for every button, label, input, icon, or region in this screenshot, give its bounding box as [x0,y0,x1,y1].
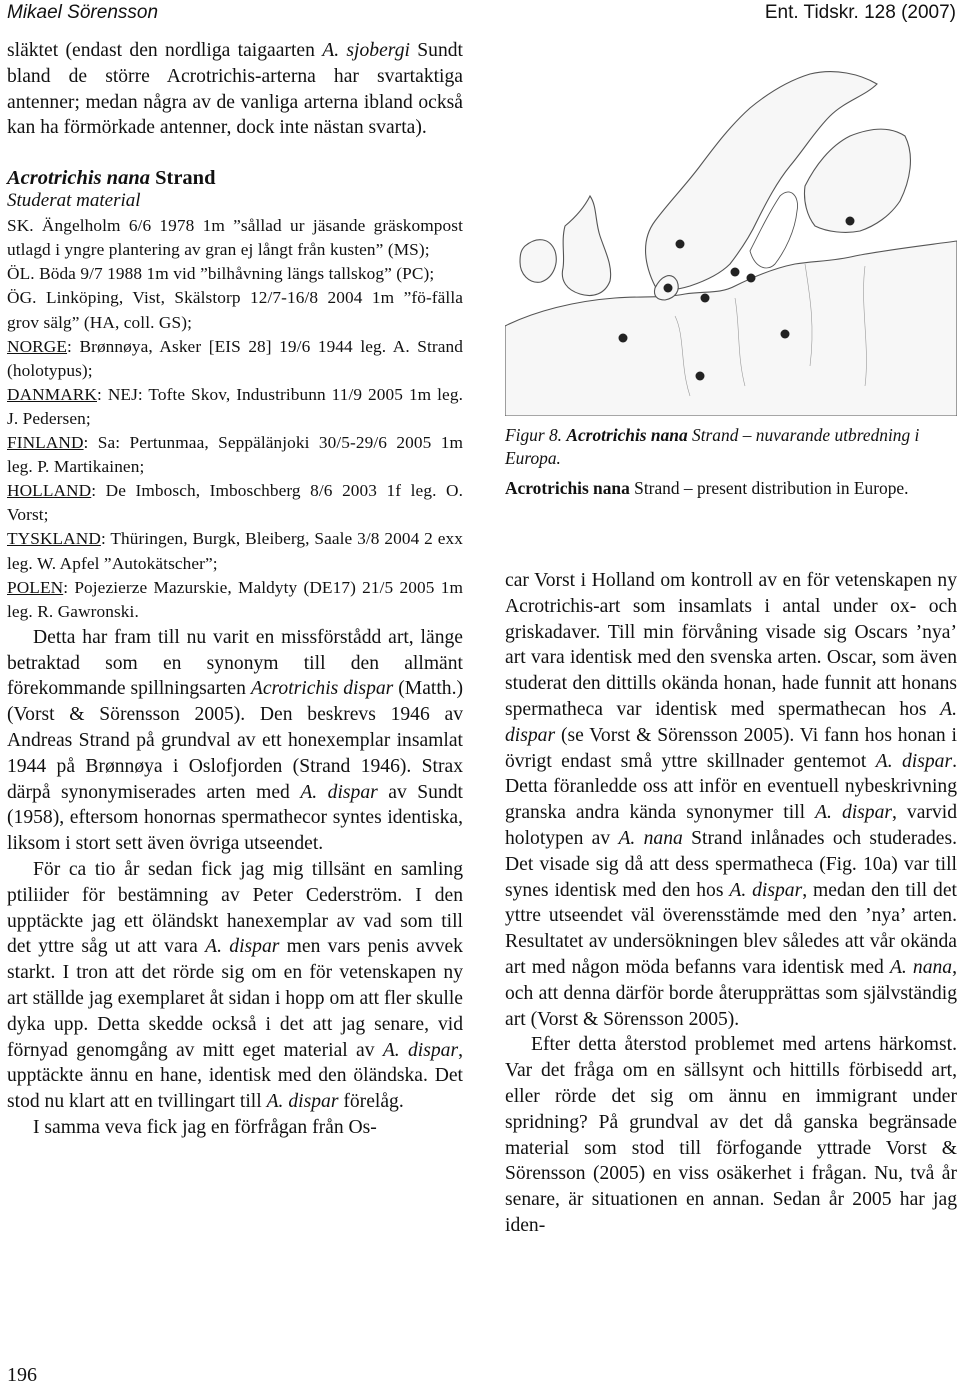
species-heading: Acrotrichis nana Strand [7,167,216,190]
record: ÖG. Linköping, Vist, Skälstorp 12/7-16/8 2004 1m ”fö-fälla grov sälg” (HA, coll. GS); [7,288,463,332]
record-dot-germany [696,372,705,381]
record: ÖL. Böda 9/7 1988 1m vid ”bilhåvning längs tallskog” (PC); [7,264,435,284]
caption-english: Acrotrichis nana Strand – present distribution in Europe. [505,478,909,498]
body-paragraph: I samma veva fick jag en förfrågan från Os- [33,1116,377,1138]
record-dot-sweden-ostergotland [731,268,740,277]
record-dot-oland [747,274,756,283]
running-head-author: Mikael Sörensson [7,2,159,23]
records-list [7,214,463,624]
record: SK. Ängelholm 6/6 1978 1m ”sållad ur jäsande gräskompost utlagd i yngre plantering av gran ej långt från kusten” (MS); [7,216,463,260]
record-dot-sweden-skane [701,294,710,303]
studied-material-heading: Studerat material [7,190,141,212]
intro-paragraph: släktet (endast den nordliga taigaarten A. sjobergi Sundt bland de större Acrotrichis-arterna har svartaktiga antenner; medan några av de vanliga arterna ibland också kan ha förmörkade antenner, dock inte nästan svarta). [7,40,464,139]
record: DANMARK: NEJ: Tofte Skov, Industribunn 11/9 2005 1m leg. J. Pedersen; [7,384,463,428]
left-column [7,38,463,1141]
body-paragraph: För ca tio år sedan fick jag mig tillsänt en samling ptiliider för bestämning av Peter Cederström. I den upptäckte jag ett öländskt hanexemplar av vad som till det yttre såg ut att vara A. dispar men vars penis avvek starkt. I tron att det rörde sig om en för vetenskapen ny art ställde jag exemplaret åt sidan i hopp om att fler skulle dyka upp. Detta skedde också i det att jag senare, vid förnyad genomgång av mitt eget material av A. dispar, upptäckte ännu en hane, identisk med den öländska. Det stod nu klart att en tvillingart till A. dispar förelåg. [7,858,463,1113]
figure-caption [505,424,957,500]
body-paragraph: Efter detta återstod problemet med artens härkomst. Var det fråga om en sällsynt och hittills förbisedd art, eller rörde det sig om ännu en immigrant under spridning? På grundval av det då ganska begränsade material som stod till förfogande yttrade Vorst & Sörensson (2005) en viss osäkerhet i frågan. Nu, två år senare, är situationen en annan. Sedan år 2005 har jag iden- [505,1034,957,1236]
record: FINLAND: Sa: Pertunmaa, Seppälänjoki 30/5-29/6 2005 1m leg. P. Martikainen; [7,433,463,477]
record: HOLLAND: De Imbosch, Imboschberg 8/6 2003 1f leg. O. Vorst; [7,481,463,525]
europe-distribution-map [505,36,957,416]
caption-swedish: Figur 8. Acrotrichis nana Strand – nuvarande utbredning i Europa. [505,425,920,468]
record-dot-norway [676,240,685,249]
record-dot-poland [781,330,790,339]
ireland-landmass [520,240,556,283]
page-number: 196 [7,1364,37,1386]
record-dot-holland [619,334,628,343]
body-paragraph: car Vorst i Holland om kontroll av en för vetenskapen ny Acrotrichis-art som insamlats i antal under ox- och griskadaver. Till min förvåning visade sig Oscars ’nya’ art vara identisk med den svenska arten. Oscar, som även studerat den dittills okända honan, hade funnit att honans spermatheca var identisk med spermathecan hos A. dispar (se Vorst & Sörensson 2005). Vi fann hos honan i övrigt endast små yttre skillnader gentemot A. dispar. Detta föranledde oss att inför en eventuell nybeskrivning granska andra kända synonymer till A. dispar, varvid holotypen av A. nana Strand inlånades och studerades. Det visade sig då att dess spermatheca (Fig. 10a) var till synes identisk med den hos A. dispar, medan den till det yttre utseendet väl överensstämde med den ’nya’ arten. Resultatet av undersökningen blev således att vår okända art med någon möda befanns vara identisk med A. nana, och att denna därför borde återupprättas som självständig art (Vorst & Sörensson 2005). [505,570,958,1030]
record: TYSKLAND: Thüringen, Burgk, Bleiberg, Saale 3/8 2004 2 exx leg. W. Apfel ”Autokätscher”; [7,529,463,573]
running-head-journal: Ent. Tidskr. 128 (2007) [764,2,956,23]
record-dot-denmark [664,284,673,293]
body-paragraph: Detta har fram till nu varit en missförstådd art, länge betraktad som en synonym till den allmänt förekommande spillningsarten Acrotrichis dispar (Matth.) (Vorst & Sörensson 2005). Den beskrevs 1946 av Andreas Strand på grundval av ett honexemplar insamlat 1944 på Brønnøya i Oslofjorden (Strand 1946). Strax därpå synonymiserades arten med A. dispar av Sundt (1958), eftersom honornas spermathecor syntes identiska, liksom i stort sett även övriga utseendet. [7,626,464,855]
record: POLEN: Pojezierze Mazurskie, Maldyty (DE17) 21/5 2005 1m leg. R. Gawronski. [7,577,463,621]
record: NORGE: Brønnøya, Asker [EIS 28] 19/6 1944 leg. A. Strand (holotypus); [7,336,463,380]
record-dot-finland [846,217,855,226]
right-column [505,568,957,1239]
